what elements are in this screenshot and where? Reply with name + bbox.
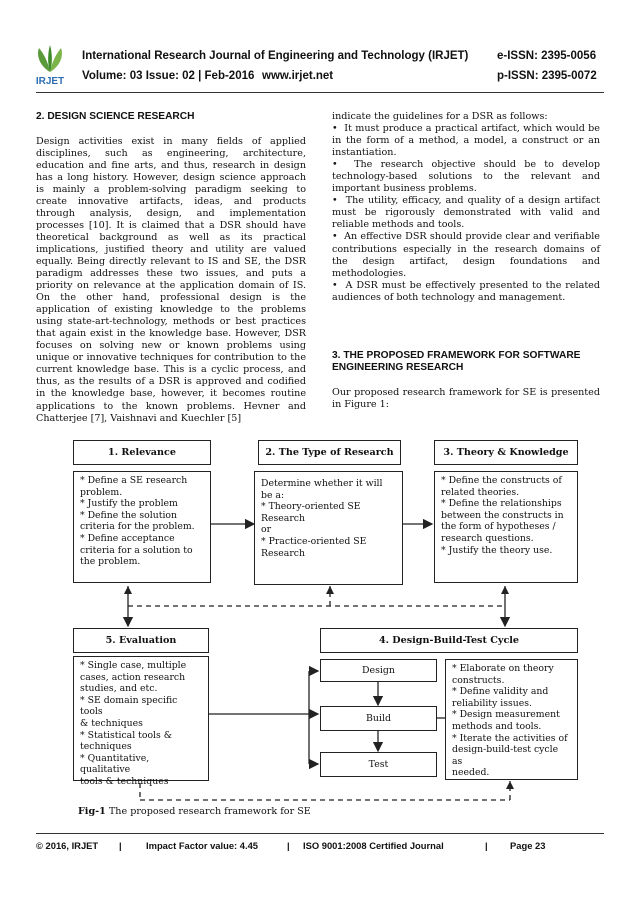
- website: www.irjet.net: [262, 70, 334, 82]
- section-2-heading: 2. DESIGN SCIENCE RESEARCH: [36, 111, 195, 122]
- figure-caption: [78, 806, 311, 817]
- logo-text: IRJET: [35, 76, 65, 87]
- eissn: e-ISSN: 2395-0056: [497, 50, 597, 62]
- caption-label: Fig-1: [78, 806, 106, 817]
- evaluation-text-box: * Single case, multiple cases, action research studies, and etc. * SE domain specific tools & techniques * Statistical tools & techniques * Quantitative, qualitative tools & techniques: [73, 656, 209, 781]
- cycle-title-box: 4. Design-Build-Test Cycle: [320, 628, 578, 653]
- volume-info: Volume: 03 Issue: 02 | Feb-2016: [82, 70, 255, 82]
- footer-separator: |: [485, 840, 488, 851]
- caption-text: The proposed research framework for SE: [108, 806, 311, 817]
- relevance-text-box: * Define a SE research problem. * Justify the problem * Define the solution criteria for the problem. * Define acceptance criteria for a solution to the problem.: [73, 471, 211, 583]
- type-text-box: Determine whether it will be a: * Theory-oriented SE Research or * Practice-oriented SE Research: [254, 471, 403, 585]
- type-title-box: 2. The Type of Research: [258, 440, 401, 465]
- guideline-bullet: • An effective DSR should provide clear and verifiable contributions especially in the research domains of the design artifact, design foundations and methodologies.: [332, 231, 600, 279]
- guideline-bullet: • A DSR must be effectively presented to the related audiences of both technology and management.: [332, 279, 601, 303]
- footer-separator: |: [119, 840, 122, 851]
- guideline-bullet: • The utility, efficacy, and quality of a design artifact must be rigorously demonstrated with valid and reliable methods and tools.: [332, 195, 601, 231]
- build-box: Build: [320, 706, 437, 731]
- guidelines-intro: indicate the guidelines for a DSR as follows:: [332, 111, 548, 122]
- theory-text-box: * Define the constructs of related theories. * Define the relationships between the constructs in the form of hypotheses / research questions. * Justify the theory use.: [434, 471, 578, 583]
- footer-rule: [36, 833, 604, 834]
- section-3-paragraph: Our proposed research framework for SE is presented in Figure 1:: [332, 386, 600, 410]
- journal-title: International Research Journal of Engineering and Technology (IRJET): [82, 50, 469, 62]
- footer-copyright: © 2016, IRJET: [36, 840, 99, 851]
- footer-impact: Impact Factor value: 4.45: [146, 840, 259, 851]
- theory-title-box: 3. Theory & Knowledge: [434, 440, 578, 465]
- footer-page: Page 23: [510, 840, 546, 851]
- pissn: p-ISSN: 2395-0072: [497, 70, 597, 82]
- section-2-paragraph: Design activities exist in many fields of applied disciplines, such as engineering, architecture, education and fine arts, and thus, research in design has a long history. However, design science approach is mainly a problem-solving paradigm seeking to create innovative artifacts, ideas, and products through analysis, design, and implementation processes [10]. It is claimed that a DSR should have theoretical background as well as its practical implications, justified theory and utility are valued equally. Being directly relevant to IS and SE, the DSR paradigm addresses these two issues, and puts a priority on relevance at the application domain of IS. On the other hand, professional design is the application of existing knowledge to the problems using state-art-technology, methods or best practices that again exist in the knowledge base. However, DSR focuses on solving new or known problems using unique or innovative techniques for contribution to the current knowledge base. This is a cyclic process, and thus, as the results of a DSR is approved and codified in the knowledge base, however, it becomes routine applications to the known problems. Hevner and Chatterjee [7], Vaishnavi and Kuechler [5]: [36, 135, 306, 424]
- guideline-bullet: • It must produce a practical artifact, which would be in the form of a method, a model, a construct or an instantiation.: [332, 123, 600, 159]
- section-3-heading: 3. THE PROPOSED FRAMEWORK FOR SOFTWARE ENGINEERING RESEARCH: [332, 349, 581, 374]
- evaluation-title-box: 5. Evaluation: [73, 628, 209, 653]
- test-box: Test: [320, 752, 437, 777]
- footer-iso: ISO 9001:2008 Certified Journal: [303, 840, 444, 851]
- relevance-title-box: 1. Relevance: [73, 440, 211, 465]
- cycle-text-box: * Elaborate on theory constructs. * Define validity and reliability issues. * Design measurement methods and tools. * Iterate the activities of design-build-test cycle as needed.: [445, 659, 578, 780]
- footer-separator: |: [287, 840, 290, 851]
- design-box: Design: [320, 659, 437, 682]
- guideline-bullet: • The research objective should be to develop technology-based solutions to the relevant and important business problems.: [332, 159, 600, 195]
